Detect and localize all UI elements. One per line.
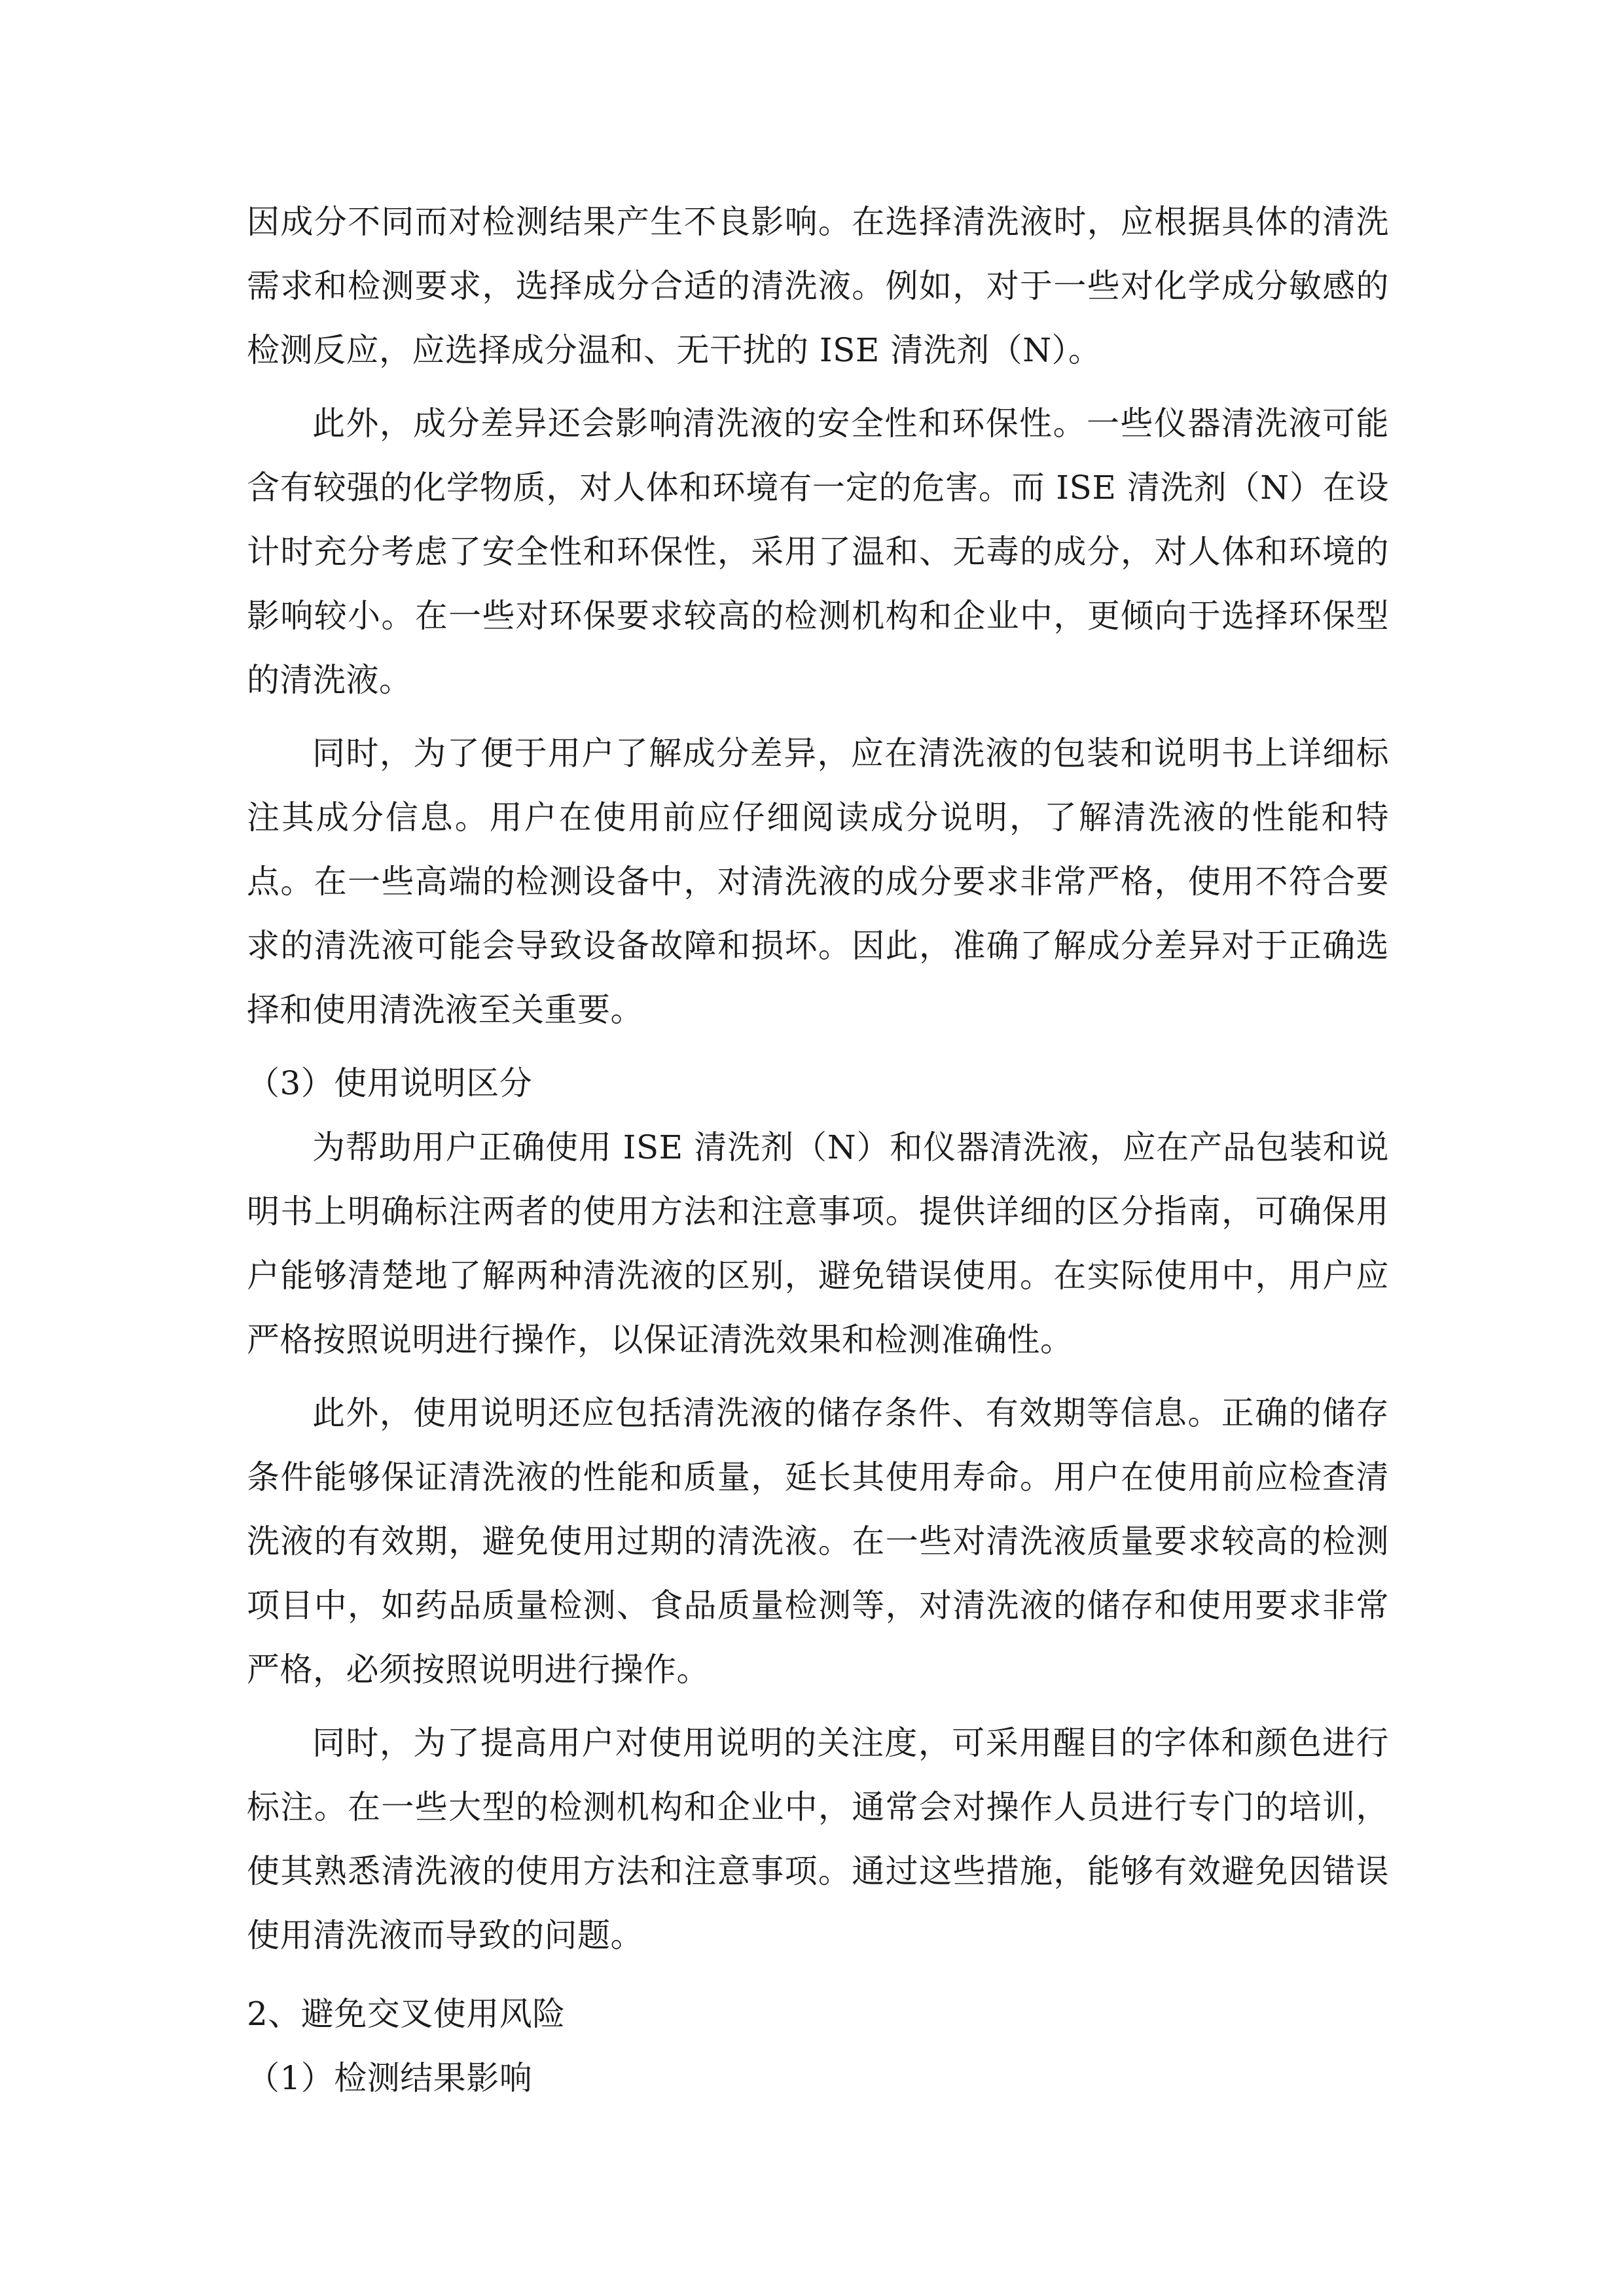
paragraph-usage-guide: 为帮助用户正确使用 ISE 清洗剂（N）和仪器清洗液，应在产品包装和说明书上明确标注两者的使用方法和注意事项。提供详细的区分指南，可确保用户能够清楚地了解两种清洗液的区别，避免错误使用。在实际使用中，用户应严格按照说明进行操作，以保证清洗效果和检测准确性。 [247,1128,1389,1359]
paragraph-ingredient-labeling: 同时，为了便于用户了解成分差异，应在清洗液的包装和说明书上详细标注其成分信息。用户在使用前应仔细阅读成分说明，了解清洗液的性能和特点。在一些高端的检测设备中，对清洗液的成分要求非常严格，使用不符合要求的清洗液可能会导致设备故障和损坏。因此，准确了解成分差异对于正确选择和使用清洗液至关重要。 [247,734,1389,1029]
paragraph-continuation: 因成分不同而对检测结果产生不良影响。在选择清洗液时，应根据具体的清洗需求和检测要求，选择成分合适的清洗液。例如，对于一些对化学成分敏感的检测反应，应选择成分温和、无干扰的 ISE 清洗剂（N）。 [247,203,1389,369]
subheading-usage-instructions: （3）使用说明区分 [247,1064,533,1102]
paragraph-attention-training: 同时，为了提高用户对使用说明的关注度，可采用醒目的字体和颜色进行标注。在一些大型的检测机构和企业中，通常会对操作人员进行专门的培训，使其熟悉清洗液的使用方法和注意事项。通过这些措施，能够有效避免因错误使用清洗液而导致的问题。 [247,1724,1389,1954]
subheading-detection-results: （1）检测结果影响 [247,2059,533,2097]
paragraph-storage-conditions: 此外，使用说明还应包括清洗液的储存条件、有效期等信息。正确的储存条件能够保证清洗液的性能和质量，延长其使用寿命。用户在使用前应检查清洗液的有效期，避免使用过期的清洗液。在一些对清洗液质量要求较高的检测项目中，如药品质量检测、食品质量检测等，对清洗液的储存和使用要求非常严格，必须按照说明进行操作。 [247,1394,1389,1689]
document-page [247,190,1389,2110]
paragraph-safety-environment: 此外，成分差异还会影响清洗液的安全性和环保性。一些仪器清洗液可能含有较强的化学物质，对人体和环境有一定的危害。而 ISE 清洗剂（N）在设计时充分考虑了安全性和环保性，采用了温和、无毒的成分，对人体和环境的影响较小。在一些对环保要求较高的检测机构和企业中，更倾向于选择环保型的清洗液。 [247,404,1389,699]
section-heading-cross-use-risk: 2、避免交叉使用风险 [247,1995,566,2033]
